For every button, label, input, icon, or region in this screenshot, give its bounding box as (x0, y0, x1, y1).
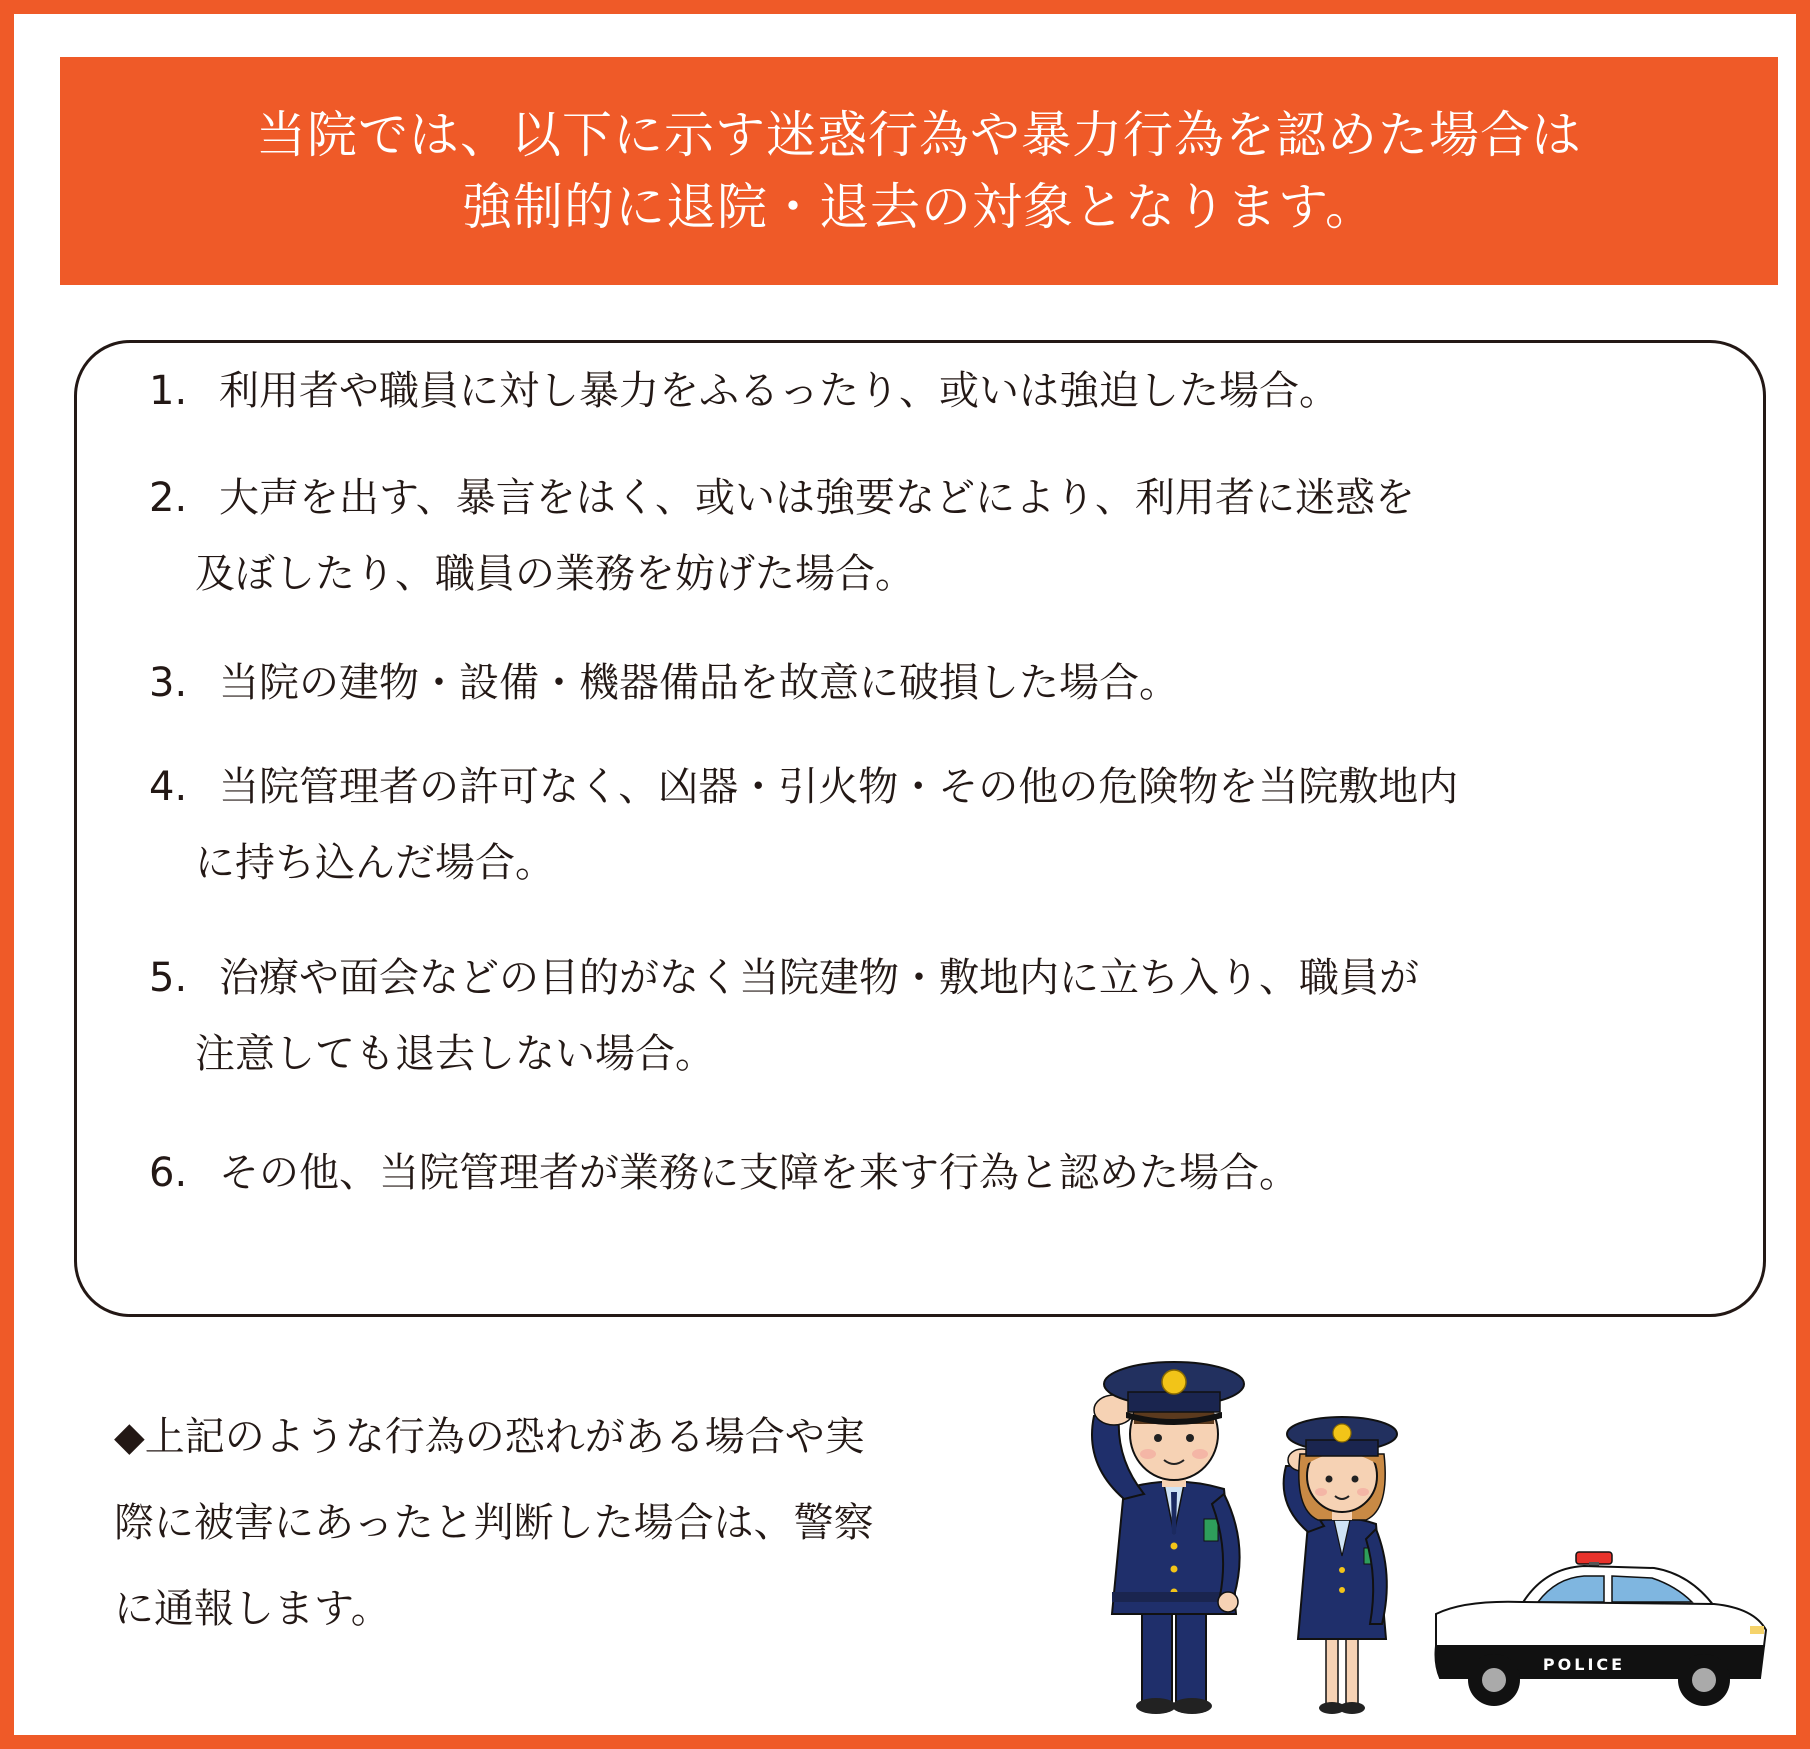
rule-item-5 (149, 940, 1419, 1092)
notice-line-3: に通報します。 (114, 1586, 391, 1632)
rules-box (74, 340, 1766, 1317)
car-label: POLICE (1542, 1655, 1626, 1674)
police-notice (114, 1394, 1044, 1652)
rule-item-4 (149, 749, 1458, 901)
title-line-2: 強制的に退院・退去の対象となります。 (462, 178, 1376, 236)
male-officer-icon (1092, 1362, 1244, 1714)
rule-item-6 (149, 1135, 1299, 1211)
rule-number: 6. (149, 1150, 188, 1196)
female-officer-icon (1284, 1417, 1397, 1714)
rule-number: 5. (149, 955, 188, 1001)
rule-item-1 (149, 353, 1339, 429)
rule-text: 当院の建物・設備・機器備品を故意に破損した場合。 (219, 660, 1179, 706)
police-car-icon (1436, 1552, 1767, 1706)
rule-item-3 (149, 645, 1179, 721)
police-illustration (1064, 1334, 1774, 1724)
rule-text-continued: に持ち込んだ場合。 (195, 840, 555, 886)
rule-number: 4. (149, 764, 188, 810)
rule-text: その他、当院管理者が業務に支障を来す行為と認めた場合。 (219, 1150, 1299, 1196)
notice-line-1: ◆上記のような行為の恐れがある場合や実 (114, 1414, 865, 1460)
rule-item-2 (149, 460, 1415, 612)
rule-text: 当院管理者の許可なく、凶器・引火物・その他の危険物を当院敷地内 (219, 764, 1459, 810)
rule-number: 1. (149, 368, 188, 414)
rule-text-continued: 注意しても退去しない場合。 (195, 1031, 715, 1077)
rule-text-continued: 及ぼしたり、職員の業務を妨げた場合。 (195, 551, 915, 597)
notice-line-2: 際に被害にあったと判断した場合は、警察 (114, 1500, 874, 1546)
rule-number: 3. (149, 660, 188, 706)
title-banner (60, 57, 1778, 285)
rule-text: 治療や面会などの目的がなく当院建物・敷地内に立ち入り、職員が (219, 955, 1419, 1001)
rule-text: 大声を出す、暴言をはく、或いは強要などにより、利用者に迷惑を (219, 475, 1415, 521)
title-line-1: 当院では、以下に示す迷惑行為や暴力行為を認めた場合は (256, 106, 1582, 164)
rule-text: 利用者や職員に対し暴力をふるったり、或いは強迫した場合。 (219, 368, 1339, 414)
rule-number: 2. (149, 475, 188, 521)
